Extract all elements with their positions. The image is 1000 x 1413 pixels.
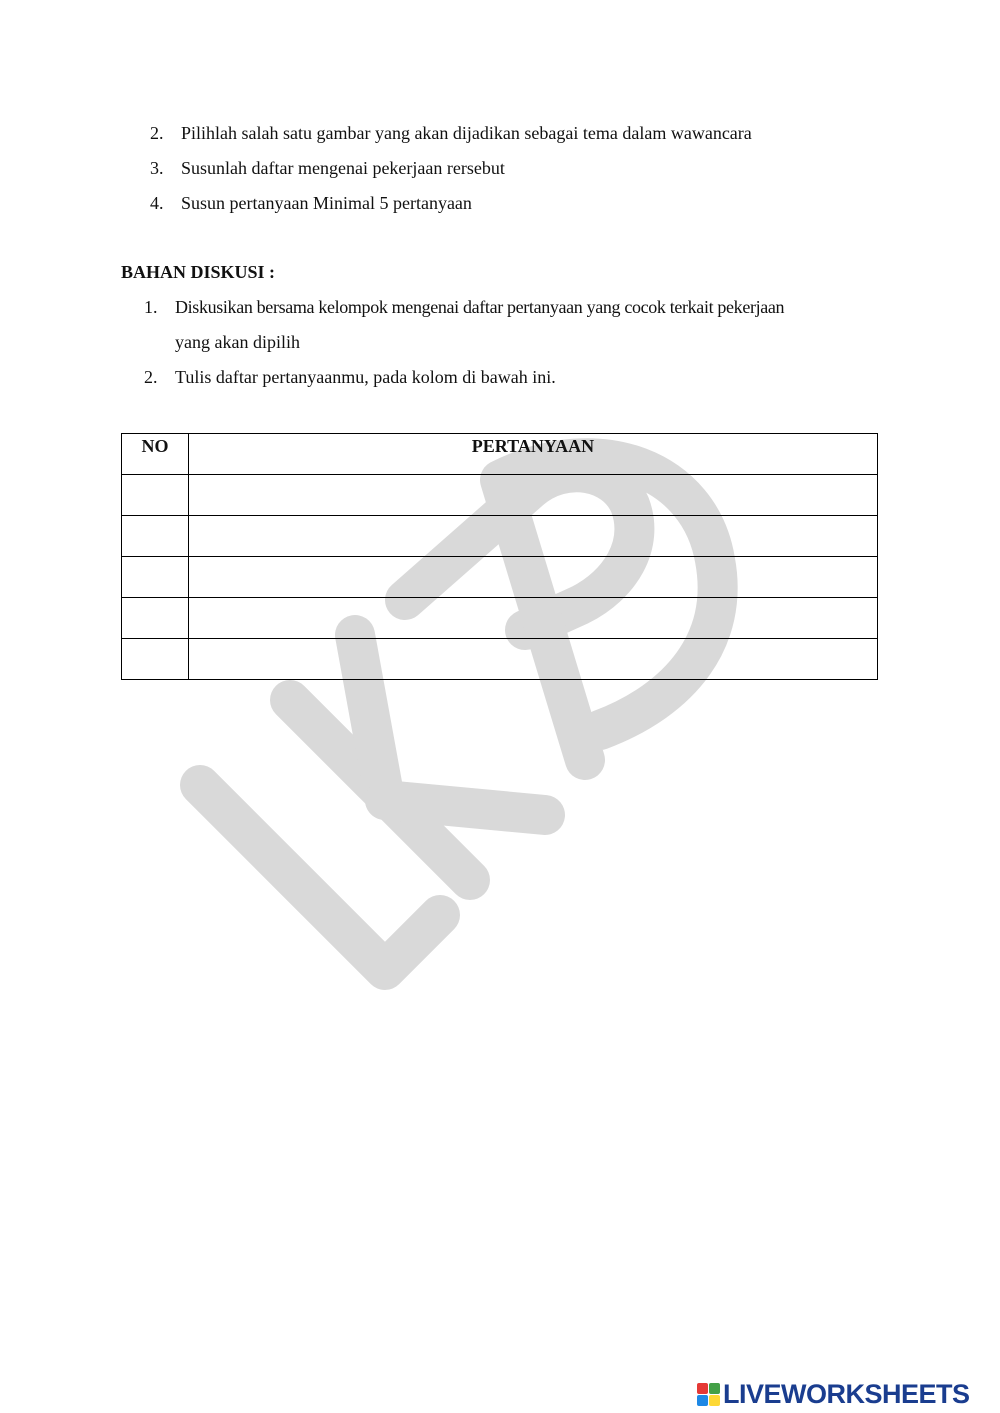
row-question-cell[interactable]: [189, 475, 878, 516]
discussion-item-number: 1.: [144, 297, 158, 317]
brand-name: LIVEWORKSHEETS: [723, 1378, 970, 1409]
step-text: Susunlah daftar mengenai pekerjaan rersebut: [181, 158, 505, 178]
table-header-row: [122, 434, 878, 475]
row-question-cell[interactable]: [189, 516, 878, 557]
row-question-cell[interactable]: [189, 557, 878, 598]
row-no-cell[interactable]: [122, 598, 189, 639]
step-item: [150, 122, 752, 144]
table-row: [122, 475, 878, 516]
step-item: [150, 157, 505, 179]
step-number: 3.: [150, 158, 164, 178]
discussion-item-text: Tulis daftar pertanyaanmu, pada kolom di bawah ini.: [175, 367, 556, 387]
watermark-letter-k-arm-lower: [385, 800, 545, 815]
row-question-cell[interactable]: [189, 598, 878, 639]
table-row: [122, 598, 878, 639]
table-row: [122, 516, 878, 557]
step-item: [150, 192, 472, 214]
discussion-item: [144, 366, 556, 388]
row-no-cell[interactable]: [122, 557, 189, 598]
discussion-item: [144, 296, 785, 318]
row-no-cell[interactable]: [122, 475, 189, 516]
discussion-item-continuation: yang akan dipilih: [175, 332, 300, 352]
header-no: NO: [122, 434, 189, 475]
step-number: 2.: [150, 123, 164, 143]
liveworksheets-logo-icon: [697, 1383, 720, 1406]
header-question: PERTANYAAN: [189, 434, 878, 475]
watermark-letter-k-stem: [290, 700, 470, 880]
row-question-cell[interactable]: [189, 639, 878, 680]
discussion-item-number: 2.: [144, 367, 158, 387]
watermark-letter-l: [200, 785, 440, 970]
discussion-item-text: Diskusikan bersama kelompok mengenai daftar pertanyaan yang cocok terkait pekerjaan: [175, 297, 785, 317]
row-no-cell[interactable]: [122, 639, 189, 680]
step-text: Susun pertanyaan Minimal 5 pertanyaan: [181, 193, 472, 213]
discussion-heading: BAHAN DISKUSI :: [121, 262, 276, 282]
table-row: [122, 639, 878, 680]
step-number: 4.: [150, 193, 164, 213]
row-no-cell[interactable]: [122, 516, 189, 557]
liveworksheets-brand: [697, 1377, 970, 1411]
question-table: [121, 433, 878, 680]
step-text: Pilihlah salah satu gambar yang akan dijadikan sebagai tema dalam wawancara: [181, 123, 752, 143]
table-row: [122, 557, 878, 598]
